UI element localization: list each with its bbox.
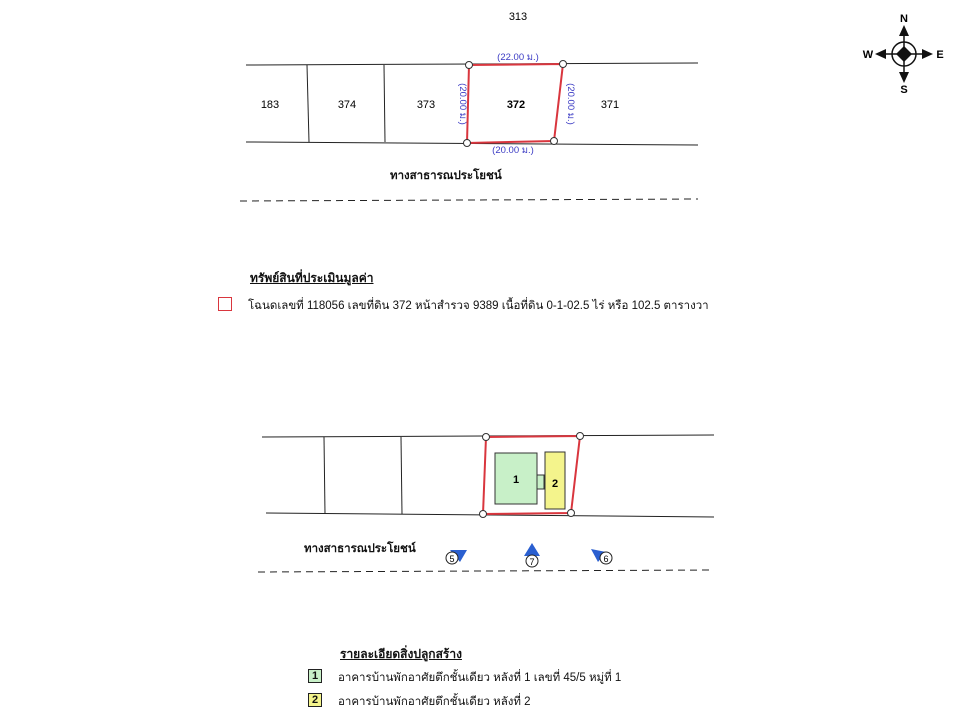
compass-label-west: W	[862, 49, 874, 61]
building-2-number: 2	[551, 478, 559, 490]
dimension-right: (20.00 ม.)	[565, 83, 576, 125]
lower-corner-marker	[568, 510, 575, 517]
lower-divider	[324, 437, 325, 514]
lower-corner-marker	[483, 434, 490, 441]
upper-divider-374-373	[384, 65, 385, 142]
north-parcel-number: 313	[508, 11, 528, 23]
building-1-number: 1	[512, 474, 520, 486]
lower-corner-marker	[577, 433, 584, 440]
photo-point-number: 7	[529, 557, 535, 567]
structure-2-description: อาคารบ้านพักอาศัยตึกชั้นเดียว หลังที่ 2	[338, 696, 531, 708]
parcel-number-183: 183	[260, 99, 280, 111]
dimension-bottom: (20.00 ม.)	[492, 145, 534, 156]
lower-divider	[401, 437, 402, 514]
upper-road-label: ทางสาธารณประโยชน์	[390, 170, 502, 182]
structure-1-legend-swatch: 1	[308, 669, 322, 683]
building-1-annex	[537, 475, 544, 489]
camera-direction-icon	[524, 543, 540, 556]
appraised-property-description: โฉนดเลขที่ 118056 เลขที่ดิน 372 หน้าสำรวจ 9389 เนื้อที่ดิน 0-1-02.5 ไร่ หรือ 102.5 ตารางวา	[248, 300, 709, 312]
upper-public-road-edge	[240, 199, 698, 201]
parcel-number-371: 371	[600, 99, 620, 111]
structure-2-legend-swatch: 2	[308, 693, 322, 707]
upper-corner-marker	[551, 138, 558, 145]
compass-arrow-east	[922, 49, 933, 59]
compass-label-south: S	[900, 84, 908, 96]
compass-arrow-south	[899, 72, 909, 83]
appraised-property-heading: ทรัพย์สินที่ประเมินมูลค่า	[250, 271, 374, 285]
photo-point-number: 6	[603, 554, 609, 564]
lower-corner-marker	[480, 511, 487, 518]
photo-point-number: 5	[449, 554, 455, 564]
dimension-top: (22.00 ม.)	[497, 52, 539, 63]
compass-label-north: N	[900, 13, 908, 25]
upper-corner-marker	[560, 61, 567, 68]
subject-parcel-legend-swatch	[218, 297, 232, 311]
upper-corner-marker	[466, 62, 473, 69]
upper-divider-183-374	[307, 65, 309, 142]
compass-rose	[863, 13, 944, 96]
photo-point-6	[591, 549, 612, 564]
photo-point-7	[524, 543, 540, 567]
parcel-number-374: 374	[337, 99, 357, 111]
structures-heading: รายละเอียดสิ่งปลูกสร้าง	[340, 647, 462, 661]
lower-public-road-edge	[258, 570, 714, 572]
lower-road-label: ทางสาธารณประโยชน์	[304, 543, 416, 555]
photo-point-5	[446, 550, 467, 564]
structure-1-description: อาคารบ้านพักอาศัยตึกชั้นเดียว หลังที่ 1 เลขที่ 45/5 หมู่ที่ 1	[338, 672, 622, 684]
compass-arrow-west	[875, 49, 886, 59]
parcel-number-373: 373	[416, 99, 436, 111]
upper-corner-marker	[464, 140, 471, 147]
compass-arrow-north	[899, 25, 909, 36]
compass-label-east: E	[936, 49, 944, 61]
dimension-left: (20.00 ม.)	[457, 83, 468, 125]
parcel-number-372: 372	[506, 99, 526, 111]
